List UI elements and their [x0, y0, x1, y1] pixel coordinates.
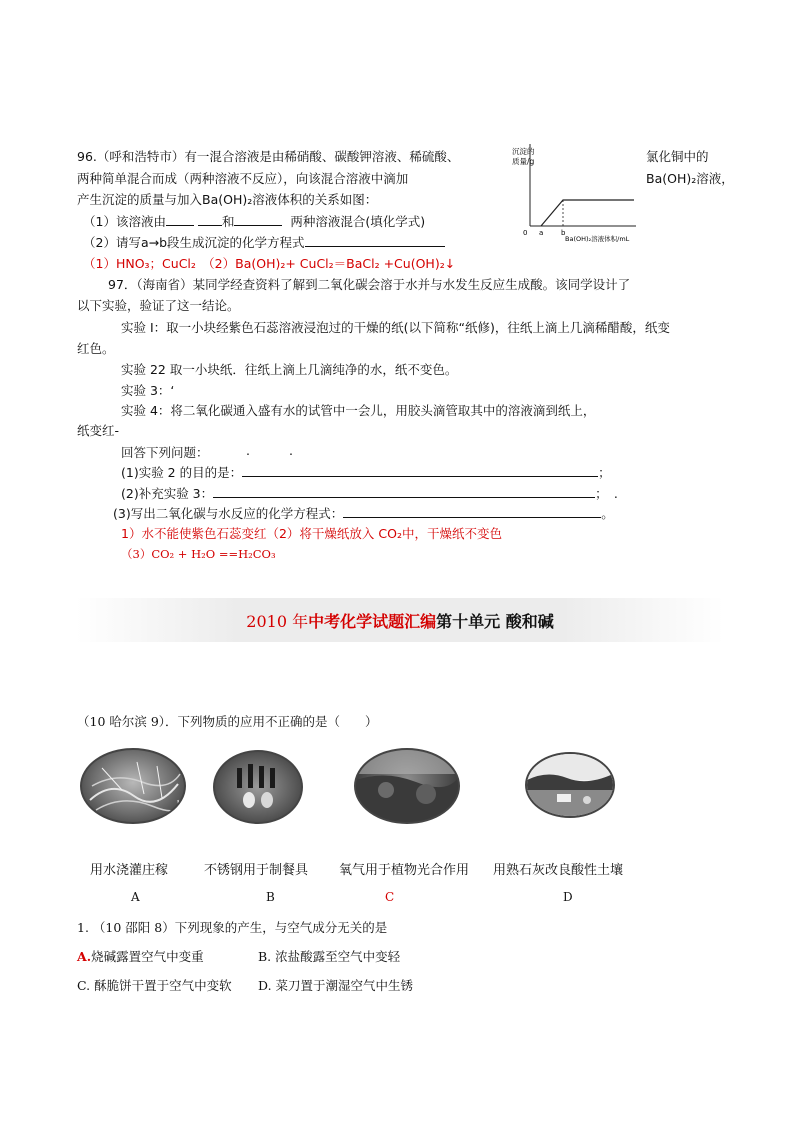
q97-exp1-b: 红色。: [77, 341, 115, 356]
q96-answer: （1）HNO₃；CuCl₂ （2）Ba(OH)₂+ CuCl₂＝BaCl₂ +Cu(OH)₂↓: [83, 256, 456, 271]
title-year: 2010 年: [246, 612, 309, 631]
option-a-letter: A.: [77, 949, 92, 964]
graph-xlabel: Ba(OH)₂溶液体积/mL: [565, 235, 630, 243]
option-c-text: C. 酥脆饼干置于空气中变软: [77, 978, 232, 993]
q97-exp4-b: 纸变红-: [77, 423, 120, 438]
q-shaoyang-stem: 1. （10 邵阳 8）下列现象的产生，与空气成分无关的是: [77, 920, 388, 935]
blank: [305, 234, 445, 247]
q96-precipitate-graph: [508, 140, 643, 244]
caption-b: 不锈钢用于制餐具: [204, 863, 309, 878]
q96-sub1-b: 和: [221, 214, 235, 229]
q96-line2-left: 两种简单混合而成（两种溶液不反应），向该混合溶液中滴加: [77, 171, 409, 186]
graph-point-a: a: [539, 229, 544, 237]
q97-sub3-text: (3)写出二氧化碳与水反应的化学方程式：: [113, 506, 344, 521]
q96-sub1-a: （1）该溶液由: [83, 214, 166, 229]
q96-sub1: [83, 212, 425, 230]
section-title: [0, 609, 800, 632]
q97-line2: 以下实验，验证了这一结论。: [77, 298, 240, 313]
q97-answer-1: 1）水不能使紫色石蕊变红（2）将干燥纸放入 CO₂中，干燥纸不变色: [121, 526, 502, 541]
q96-line3: 产生沉淀的质量与加入Ba(OH)₂溶液体积的关系如图：: [77, 192, 378, 207]
graph-ylabel-2: 质量/g: [512, 157, 535, 166]
irrigation-photo: [80, 748, 186, 824]
q97-sub1-end: ；: [598, 465, 611, 480]
graph-ylabel-1: 沉淀的: [512, 147, 535, 156]
graph-origin: 0: [523, 229, 528, 237]
q97-exp3: 实验 3：‘: [121, 383, 175, 398]
q97-exp4-a: 实验 4：将二氧化碳通入盛有水的试管中一会儿，用胶头滴管取其中的溶液滴到纸上，: [121, 403, 596, 418]
q96-sub1-c: 两种溶液混合(填化学式): [290, 214, 426, 229]
q97-exp1-a: 实验 I：取一小块经紫色石蕊溶液浸泡过的干燥的纸(以下简称“纸修)，往纸上滴上几滴稀醋酸，纸变: [121, 320, 670, 335]
q96-sub2: [83, 233, 445, 251]
option-b: B: [266, 890, 275, 904]
blank: [213, 485, 595, 498]
q97-exp2: 实验 22 取一小块纸．往纸上滴上几滴纯净的水，纸不变色。: [121, 362, 458, 377]
q97-dot-1: .: [246, 443, 250, 458]
q96-line1-right: 氯化铜中的: [646, 149, 709, 164]
q97-sub3-end: 。: [601, 506, 614, 521]
caption-a: 用水浇灌庄稼: [90, 863, 169, 878]
blank: [242, 464, 598, 477]
q97-sub2-end: ； .: [595, 486, 618, 501]
blank: [166, 213, 194, 226]
q96-line2-right: Ba(OH)₂溶液，: [646, 171, 734, 186]
caption-c: 氧气用于植物光合作用: [339, 863, 470, 878]
option-a-text: 烧碱露置空气中变重: [91, 949, 204, 964]
option-d-text: D. 菜刀置于潮湿空气中生锈: [258, 978, 414, 993]
q97-answer-intro: 回答下列问题：: [121, 445, 209, 460]
q97-sub1: [121, 463, 611, 481]
q97-sub1-text: (1)实验 2 的目的是：: [121, 465, 243, 480]
graph-point-b: b: [561, 229, 566, 237]
soil-photo: [525, 752, 615, 818]
caption-d: 用熟石灰改良酸性土壤: [493, 863, 624, 878]
q97-sub2-text: (2)补充实验 3：: [121, 486, 214, 501]
q96-line1-left: 96.（呼和浩特市）有一混合溶液是由稀硝酸、碳酸钾溶液、稀硫酸、: [77, 149, 460, 164]
q97-answer-2: （3）CO₂ + H₂O ==H₂CO₃: [121, 547, 276, 561]
q97-dot-2: .: [289, 443, 293, 458]
graph-line: [541, 200, 634, 226]
plant-photo: [354, 748, 460, 824]
q-harbin-stem: （10 哈尔滨 9）．下列物质的应用不正确的是（ ）: [77, 714, 378, 729]
q96-sub2-text: （2）请写a→b段生成沉淀的化学方程式: [83, 235, 305, 250]
blank: [343, 505, 601, 518]
q97-sub3: [113, 504, 614, 522]
blank: [234, 213, 282, 226]
tableware-photo: [213, 750, 303, 824]
q-shaoyang-row1: [77, 947, 204, 965]
option-b-text: B. 浓盐酸露至空气中变轻: [258, 949, 401, 964]
option-d: D: [563, 890, 573, 904]
option-a: A: [131, 890, 140, 904]
blank: [198, 213, 222, 226]
title-unit: 第十单元 酸和碱: [436, 612, 554, 631]
q97-line1: 97．（海南省）某同学经查资料了解到二氧化碳会溶于水并与水发生反应生成酸。该同学设计了: [108, 277, 631, 292]
title-compilation: 中考化学试题汇编: [308, 612, 437, 631]
option-c: C: [385, 890, 395, 904]
q97-sub2: [121, 484, 618, 502]
